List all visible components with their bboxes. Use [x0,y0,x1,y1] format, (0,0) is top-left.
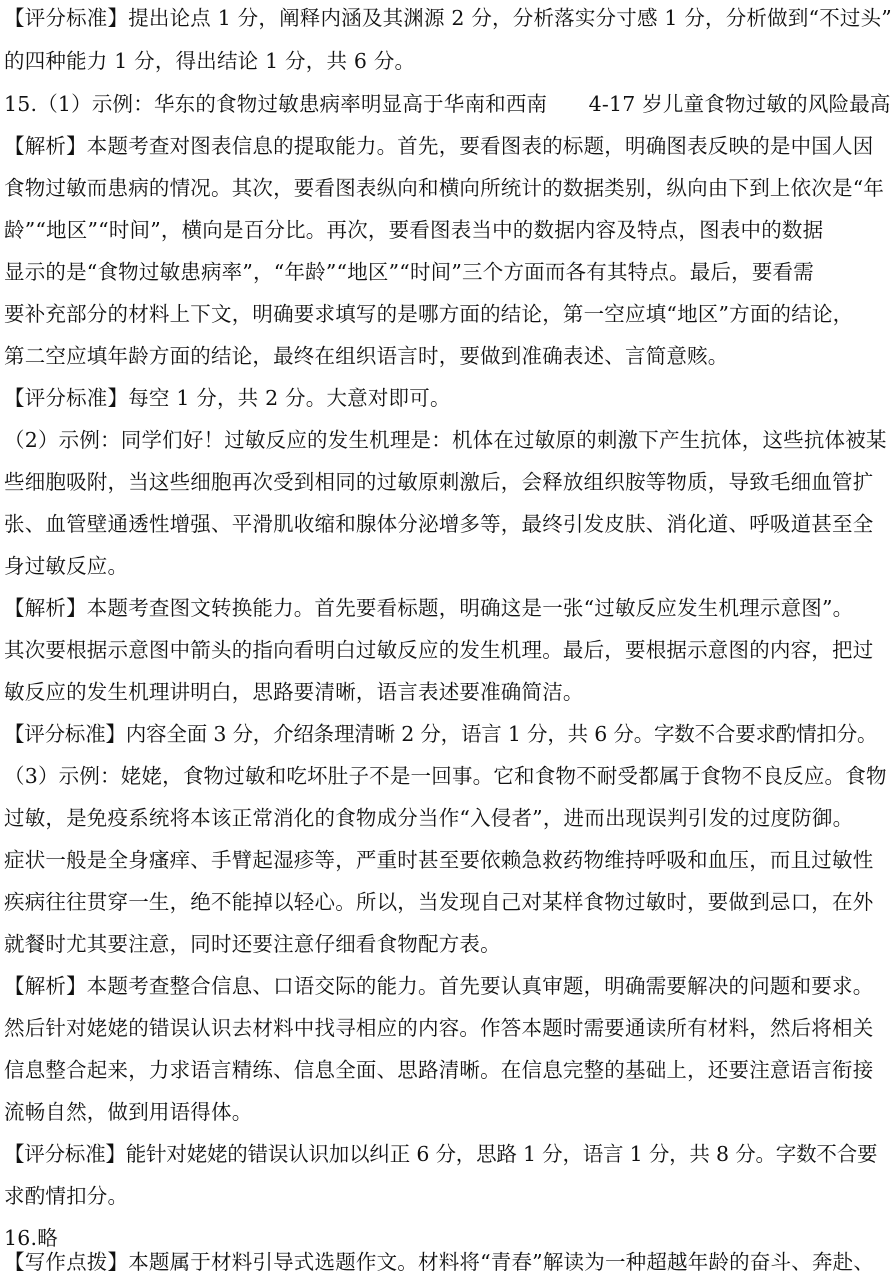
text-line: 身过敏反应。 [4,554,129,578]
text-line: 流畅自然，做到用语得体。 [4,1100,253,1124]
text-line: 就餐时尤其要注意，同时还要注意仔细看食物配方表。 [4,932,501,956]
text-line: （2）示例：同学们好！过敏反应的发生机理是：机体在过敏原的刺激下产生抗体，这些抗体被某 [4,428,887,452]
text-line: 龄”“地区”“时间”，横向是百分比。再次，要看图表当中的数据内容及特点，图表中的数据 [4,218,824,242]
text-line: 然后针对姥姥的错误认识去材料中找寻相应的内容。作答本题时需要通读所有材料，然后将相关 [4,1016,874,1040]
text-line: 信息整合起来，力求语言精练、信息全面、思路清晰。在信息完整的基础上，还要注意语言衔接 [4,1058,874,1082]
text-line: 【评分标准】能针对姥姥的错误认识加以纠正 6 分，思路 1 分，语言 1 分，共 8 分。字数不合要 [4,1142,878,1166]
text-line: 食物过敏而患病的情况。其次，要看图表纵向和横向所统计的数据类别，纵向由下到上依次是“年 [4,176,885,200]
text-line: 【评分标准】每空 1 分，共 2 分。大意对即可。 [4,386,451,410]
text-line: 【解析】本题考查对图表信息的提取能力。首先，要看图表的标题，明确图表反映的是中国人因 [4,134,874,158]
text-line: 求酌情扣分。 [4,1184,129,1208]
text-line: 张、血管壁通透性增强、平滑肌收缩和腺体分泌增多等，最终引发皮肤、消化道、呼吸道甚至全 [4,512,874,536]
text-line: 【解析】本题考查整合信息、口语交际的能力。首先要认真审题，明确需要解决的问题和要求。 [4,974,874,998]
text-line: 显示的是“食物过敏患病率”，“年龄”“地区”“时间”三个方面而各有其特点。最后，要看需 [4,260,814,284]
text-line: 的四种能力 1 分，得出结论 1 分，共 6 分。 [4,49,416,73]
text-line: 要补充部分的材料上下文，明确要求填写的是哪方面的结论，第一空应填“地区”方面的结论， [4,302,854,326]
text-line: 些细胞吸附，当这些细胞再次受到相同的过敏原刺激后，会释放组织胺等物质，导致毛细血管扩 [4,470,874,494]
text-line: （3）示例：姥姥，食物过敏和吃坏肚子不是一回事。它和食物不耐受都属于食物不良反应。食物 [4,764,887,788]
text-line: 过敏，是免疫系统将本该正常消化的食物成分当作“入侵者”，进而出现误判引发的过度防御。 [4,806,854,830]
text-line: 其次要根据示意图中箭头的指向看明白过敏反应的发生机理。最后，要根据示意图的内容，把过 [4,638,874,662]
text-line: 【解析】本题考查图文转换能力。首先要看标题，明确这是一张“过敏反应发生机理示意图”。 [4,596,854,620]
text-line: 【写作点拨】本题属于材料引导式选题作文。材料将“青春”解读为一种超越年龄的奋斗、奔赴、 [4,1250,875,1274]
text-line: 疾病往往贯穿一生，绝不能掉以轻心。所以，当发现自己对某样食物过敏时，要做到忌口，在外 [4,890,874,914]
text-line: 16.略 [4,1226,58,1250]
text-line: 【评分标准】内容全面 3 分，介绍条理清晰 2 分，语言 1 分，共 6 分。字数不合要求酌情扣分。 [4,722,878,746]
text-line: 症状一般是全身瘙痒、手臂起湿疹等，严重时甚至要依赖急救药物维持呼吸和血压，而且过敏性 [4,848,874,872]
text-line: 第二空应填年龄方面的结论，最终在组织语言时，要做到准确表述、言简意赅。 [4,344,729,368]
text-line: 【评分标准】提出论点 1 分，阐释内涵及其渊源 2 分，分析落实分寸感 1 分，分析做到“不过头” [4,6,892,30]
text-line: 15.（1）示例：华东的食物过敏患病率明显高于华南和西南 4-17 岁儿童食物过敏的风险最高 [4,92,891,116]
text-line: 敏反应的发生机理讲明白，思路要清晰，语言表述要准确简洁。 [4,680,584,704]
